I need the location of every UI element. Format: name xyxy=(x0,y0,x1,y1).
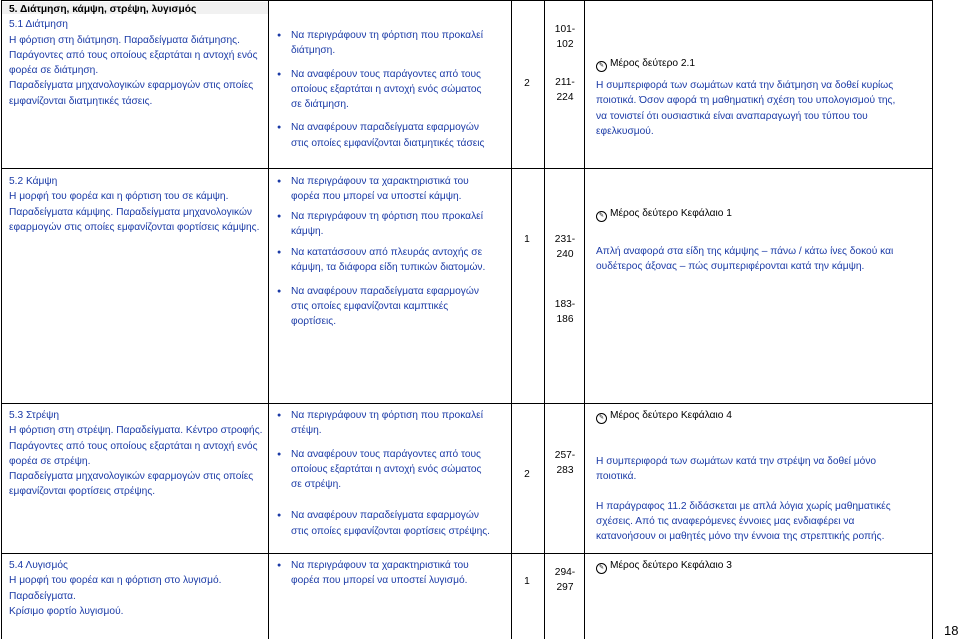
row-4-objectives xyxy=(277,558,469,589)
topic-line: Παράγοντες από τους οποίους εξαρτάται η αντοχή ενός xyxy=(9,49,258,61)
objective-item xyxy=(277,508,490,539)
objective-line: κάμψη, τα διάφορα είδη τυπικών διατομών. xyxy=(291,262,486,274)
notes-line: εφελκυσμού. xyxy=(596,125,654,137)
objective-item xyxy=(277,284,485,330)
row-2-notes xyxy=(596,206,893,275)
notes-title: Μέρος δεύτερο Κεφάλαιο 1 xyxy=(610,208,732,219)
notes-title: Μέρος δεύτερο Κεφάλαιο 3 xyxy=(610,560,732,571)
objective-item xyxy=(277,209,485,240)
topic-line: Η φόρτιση στη στρέψη. Παραδείγματα. Κέντρο στροφής. xyxy=(9,425,263,437)
page-ref: 211- xyxy=(555,76,575,88)
objective-item xyxy=(277,558,469,589)
notes-line: Η παράγραφος 11.2 διδάσκεται με απλά λόγια χωρίς μαθηματικές xyxy=(596,500,891,512)
row-1-notes xyxy=(596,56,895,139)
objective-line: διάτμηση. xyxy=(291,45,336,57)
topic-line: Η μορφή του φορέα και η φόρτιση στο λυγισμό. xyxy=(9,575,222,587)
row-2-hours: 1 xyxy=(524,234,530,245)
row-4-topic xyxy=(9,558,221,619)
page-ref: 101- xyxy=(554,24,576,35)
row-3-objectives xyxy=(277,408,490,539)
objective-line: σε στρέψη. xyxy=(291,479,342,491)
topic-line: Η φόρτιση στη διάτμηση. Παραδείγματα διάτμησης. xyxy=(9,34,240,46)
page-ref: 224 xyxy=(556,91,574,103)
objective-item xyxy=(277,120,484,151)
row-4-notes xyxy=(596,558,732,574)
objective-line: ● Να περιγράφουν τη φόρτιση που προκαλεί xyxy=(291,410,483,421)
objective-item xyxy=(277,174,485,205)
notes-line: ποιοτικά. Όσον αφορά τη μαθηματική σχέση του υπολογισμού της, xyxy=(596,95,896,107)
topic-line: εμφανίζονται διατμητικές τάσεις. xyxy=(9,95,153,107)
row-1-topic xyxy=(9,2,257,109)
topic-line: Παραδείγματα μηχανολογικών εφαρμογών στις οποίες xyxy=(9,471,254,483)
row-3-pages xyxy=(550,448,580,479)
page-ref: 231- xyxy=(554,234,576,245)
notes-line: Η συμπεριφορά των σωμάτων κατά την στρέψη να δοθεί μόνο xyxy=(596,456,877,467)
notes-line: να τονιστεί ότι ουσιαστικά είναι αναπαραγωγή του τύπου του xyxy=(596,110,868,122)
column-divider-3 xyxy=(544,0,545,639)
page-ref: 294- xyxy=(554,567,576,578)
objective-line: ● Να κατατάσσουν από πλευράς αντοχής σε xyxy=(291,247,483,259)
objective-item xyxy=(277,447,490,493)
page-ref: 283 xyxy=(556,465,574,477)
objective-line: φορτίσεις. xyxy=(291,316,337,328)
row-2-pages xyxy=(550,232,580,327)
objective-line: ● Να αναφέρουν τους παράγοντες από τους xyxy=(291,68,481,80)
topic-line: 5.4 Λυγισμός xyxy=(9,560,68,571)
notes-line: ποιοτικά. xyxy=(596,471,637,483)
page-ref: 102 xyxy=(556,39,574,51)
row-2-topic xyxy=(9,174,259,235)
objective-line: κάμψη. xyxy=(291,225,324,237)
notes-line: Η συμπεριφορά των σωμάτων κατά την διάτμηση να δοθεί κυρίως xyxy=(596,80,894,91)
row-1-objectives xyxy=(277,28,484,151)
row-3-topic xyxy=(9,408,262,500)
objective-item xyxy=(277,67,484,113)
table-border-top xyxy=(1,0,933,1)
page-ref: 297 xyxy=(556,582,574,594)
objective-line: ● Να περιγράφουν τα χαρακτηριστικά του xyxy=(291,560,469,571)
objective-line: φορέα που μπορεί να υποστεί κάμψη. xyxy=(291,191,462,203)
topic-line: εμφανίζονται φορτίσεις στρέψης. xyxy=(9,486,156,498)
topic-line: Η μορφή του φορέα και η φόρτιση του σε κάμψη. xyxy=(9,191,229,203)
row-4-pages xyxy=(550,565,580,596)
topic-line: 5.1 Διάτμηση xyxy=(9,19,68,31)
column-divider-4 xyxy=(584,0,585,639)
row-1-pages xyxy=(550,22,580,105)
topic-line: Παράγοντες από τους οποίους εξαρτάται η αντοχή ενός xyxy=(9,440,258,452)
objective-line: στις οποίες εμφανίζονται φορτίσεις στρέψης. xyxy=(291,525,490,537)
topic-line: 5.3 Στρέψη xyxy=(9,410,60,421)
topic-line: Παραδείγματα. xyxy=(9,590,76,602)
page-number: 18 xyxy=(944,623,959,638)
topic-line: Παραδείγματα μηχανολογικών εφαρμογών στις οποίες xyxy=(9,80,254,92)
objective-line: στις οποίες εμφανίζονται καμπτικές xyxy=(291,301,449,313)
book-icon: ✎ xyxy=(596,211,607,222)
topic-line: Παραδείγματα κάμψης. Παραδείγματα μηχανολογικών xyxy=(9,206,252,218)
notes-line: σχέσεις. Από τις αναφερόμενες έννοιες μας ενδιαφέρει να xyxy=(596,515,855,527)
objective-line: στέψη. xyxy=(291,425,322,437)
objective-item xyxy=(277,408,490,439)
book-icon: ✎ xyxy=(596,61,607,72)
notes-title: Μέρος δεύτερο Κεφάλαιο 4 xyxy=(610,410,732,421)
book-icon: ✎ xyxy=(596,563,607,574)
page-ref: 257- xyxy=(554,450,576,461)
objective-line: σε διάτμηση. xyxy=(291,99,349,111)
row-divider-2 xyxy=(1,403,933,404)
topic-line: φορέα σε διάτμηση. xyxy=(9,65,99,77)
row-2-objectives xyxy=(277,174,485,330)
topic-line: 5.2 Κάμψη xyxy=(9,176,58,187)
topic-line: φορέα σε στρέψη. xyxy=(9,455,91,467)
column-divider-2 xyxy=(511,0,512,639)
objective-item xyxy=(277,245,485,276)
topic-line: εφαρμογών στις οποίες εμφανίζονται φορτίσεις κάμψης. xyxy=(9,221,260,233)
objective-line: ● Να αναφέρουν παραδείγματα εφαρμογών xyxy=(291,122,479,134)
row-divider-3 xyxy=(1,553,933,554)
notes-line: ουδέτερος άξονας – πώς συμπεριφέρονται κατά την κάμψη. xyxy=(596,261,865,273)
section-title: 5. Διάτμηση, κάμψη, στρέψη, λυγισμός xyxy=(9,4,197,15)
notes-title: Μέρος δεύτερο 2.1 xyxy=(610,58,696,69)
objective-line: οποίους εξαρτάται η αντοχή ενός σώματος xyxy=(291,463,482,475)
objective-line: ● Να αναφέρουν παραδείγματα εφαρμογών xyxy=(291,285,479,297)
notes-line: Απλή αναφορά στα είδη της κάμψης – πάνω / κάτω ίνες δοκού και xyxy=(596,246,894,257)
row-3-notes xyxy=(596,408,891,544)
page-ref: 240 xyxy=(556,249,574,261)
objective-line: οποίους εξαρτάται η αντοχή ενός σώματος xyxy=(291,83,482,95)
objective-line: ● Να αναφέρουν παραδείγματα εφαρμογών xyxy=(291,510,479,522)
objective-line: ● Να περιγράφουν τη φόρτιση που προκαλεί xyxy=(291,30,483,41)
row-1-hours: 2 xyxy=(524,78,530,89)
row-divider-1 xyxy=(1,168,933,169)
objective-line: ● Να περιγράφουν τα χαρακτηριστικά του xyxy=(291,176,469,187)
objective-line: στις οποίες εμφανίζονται διατμητικές τάσεις xyxy=(291,137,485,149)
table-border-right xyxy=(932,0,933,639)
row-3-hours: 2 xyxy=(524,469,530,480)
page-ref: 183- xyxy=(554,298,576,310)
book-icon: ✎ xyxy=(596,413,607,424)
objective-line: ● Να αναφέρουν τους παράγοντες από τους xyxy=(291,448,481,460)
notes-line: κατανοήσουν οι μαθητές μόνο την έννοια της στρεπτικής ροπής. xyxy=(596,531,885,543)
objective-item xyxy=(277,28,484,59)
objective-line: ● Να περιγράφουν τη φόρτιση που προκαλεί xyxy=(291,210,483,222)
topic-line: Κρίσιμο φορτίο λυγισμού. xyxy=(9,605,124,617)
column-divider-1 xyxy=(268,0,269,639)
row-4-hours: 1 xyxy=(524,576,530,587)
table-border-left xyxy=(1,0,2,639)
page-ref: 186 xyxy=(556,313,574,325)
objective-line: φορέα που μπορεί να υποστεί λυγισμό. xyxy=(291,575,468,587)
